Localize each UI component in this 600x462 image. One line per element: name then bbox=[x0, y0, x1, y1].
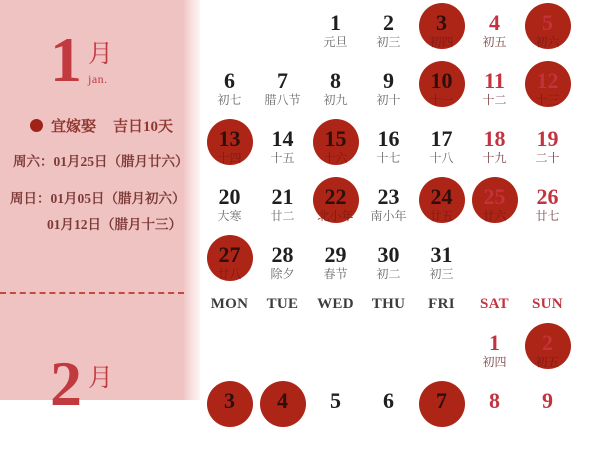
auspicious-legend bbox=[30, 115, 173, 136]
day-number: 2 bbox=[383, 10, 394, 35]
day-number: 31 bbox=[430, 242, 453, 267]
day-cell-jan-30 bbox=[362, 234, 415, 292]
month-number-february: 2 bbox=[50, 348, 82, 419]
lunar-label: 十七 bbox=[376, 151, 401, 165]
day-number: 20 bbox=[218, 184, 241, 209]
lunar-label: 南小年 bbox=[370, 209, 407, 223]
month-number-january: 1 bbox=[50, 24, 82, 95]
day-number: 25 bbox=[483, 184, 506, 209]
day-number: 4 bbox=[277, 388, 288, 413]
day-number: 16 bbox=[377, 126, 400, 151]
lunar-label: 初九 bbox=[323, 93, 348, 107]
day-cell-jan-29 bbox=[309, 234, 362, 292]
day-cell-feb-3 bbox=[203, 380, 256, 438]
day-number: 24 bbox=[430, 184, 453, 209]
month-header-january bbox=[50, 24, 114, 95]
day-cell-jan-4 bbox=[468, 2, 521, 60]
day-number: 15 bbox=[324, 126, 347, 151]
day-number: 11 bbox=[484, 68, 505, 93]
month-cn-label: 月 bbox=[88, 41, 114, 68]
month-label-column bbox=[88, 352, 113, 416]
day-number: 22 bbox=[324, 184, 347, 209]
day-cell-jan-15 bbox=[309, 118, 362, 176]
sunday-auspicious-line-1: 周日：01月05日（腊月初六） bbox=[10, 191, 186, 206]
lunar-label: 大寒 bbox=[217, 209, 242, 223]
day-cell-jan-6 bbox=[203, 60, 256, 118]
day-cell-jan-13 bbox=[203, 118, 256, 176]
lunar-label: 初十 bbox=[376, 93, 401, 107]
day-cell-jan-23 bbox=[362, 176, 415, 234]
day-number: 30 bbox=[377, 242, 400, 267]
lunar-label: 二十 bbox=[535, 151, 560, 165]
day-number: 7 bbox=[277, 68, 288, 93]
weekday-wed: WED bbox=[317, 296, 354, 312]
day-number: 23 bbox=[377, 184, 400, 209]
day-cell-jan-21 bbox=[256, 176, 309, 234]
day-number: 7 bbox=[436, 388, 447, 413]
month-en-label: jan. bbox=[88, 72, 108, 86]
sidebar bbox=[0, 0, 200, 419]
weekday-thu: THU bbox=[371, 296, 406, 312]
lunar-label: 北小年 bbox=[317, 209, 354, 223]
day-number: 8 bbox=[330, 68, 341, 93]
month-header-february bbox=[50, 348, 114, 419]
day-cell-jan-20 bbox=[203, 176, 256, 234]
lunar-label: 十五 bbox=[270, 151, 295, 165]
lunar-label: 十八 bbox=[429, 151, 454, 165]
lunar-label: 初四 bbox=[429, 35, 454, 49]
day-cell-jan-8 bbox=[309, 60, 362, 118]
lunar-label: 十一 bbox=[429, 93, 454, 107]
weekday-header bbox=[203, 292, 574, 318]
day-number: 6 bbox=[383, 388, 394, 413]
day-number: 14 bbox=[271, 126, 294, 151]
month-divider-dashed-line bbox=[0, 292, 184, 294]
lunar-label: 十四 bbox=[217, 151, 242, 165]
day-cell-feb-7 bbox=[415, 380, 468, 438]
day-cell-jan-9 bbox=[362, 60, 415, 118]
legend-count: 吉日10天 bbox=[113, 119, 174, 135]
day-number: 4 bbox=[489, 10, 500, 35]
day-cell-jan-1 bbox=[309, 2, 362, 60]
lunar-label: 元旦 bbox=[323, 35, 348, 49]
day-number: 2 bbox=[542, 330, 553, 355]
weekday-mon: MON bbox=[210, 296, 249, 312]
lunar-label: 初五 bbox=[535, 355, 560, 369]
day-cell-jan-16 bbox=[362, 118, 415, 176]
day-number: 6 bbox=[224, 68, 235, 93]
day-number: 18 bbox=[483, 126, 506, 151]
day-number: 10 bbox=[430, 68, 453, 93]
day-cell-jan-5 bbox=[521, 2, 574, 60]
day-cell-feb-4 bbox=[256, 380, 309, 438]
lunar-label: 初二 bbox=[376, 267, 401, 281]
lunar-label: 初五 bbox=[482, 35, 507, 49]
day-cell-jan-2 bbox=[362, 2, 415, 60]
saturday-auspicious-line: 周六：01月25日（腊月廿六） bbox=[13, 154, 189, 169]
day-cell-feb-1 bbox=[468, 322, 521, 380]
day-number: 27 bbox=[218, 242, 241, 267]
lunar-label: 十三 bbox=[535, 93, 560, 107]
day-number: 9 bbox=[383, 68, 394, 93]
lunar-label: 廿六 bbox=[482, 209, 507, 223]
day-cell-feb-2 bbox=[521, 322, 574, 380]
legend-title: 宜嫁娶 bbox=[51, 119, 97, 135]
day-cell-jan-31 bbox=[415, 234, 468, 292]
day-number: 9 bbox=[542, 388, 553, 413]
day-number: 21 bbox=[271, 184, 294, 209]
lunar-label: 除夕 bbox=[270, 267, 295, 281]
lunar-label: 初三 bbox=[429, 267, 454, 281]
day-cell-jan-18 bbox=[468, 118, 521, 176]
weekday-tue: TUE bbox=[266, 296, 299, 312]
day-number: 1 bbox=[330, 10, 341, 35]
day-cell-feb-6 bbox=[362, 380, 415, 438]
day-number: 29 bbox=[324, 242, 347, 267]
day-number: 8 bbox=[489, 388, 500, 413]
day-number: 26 bbox=[536, 184, 559, 209]
january-grid bbox=[203, 2, 574, 292]
day-cell-jan-11 bbox=[468, 60, 521, 118]
day-number: 19 bbox=[536, 126, 559, 151]
weekday-sat: SAT bbox=[480, 296, 509, 312]
day-cell-jan-19 bbox=[521, 118, 574, 176]
lunar-label: 廿二 bbox=[270, 209, 295, 223]
lunar-label: 春节 bbox=[323, 267, 348, 281]
day-cell-jan-26 bbox=[521, 176, 574, 234]
weekday-sun: SUN bbox=[532, 296, 563, 312]
sunday-auspicious-line-2: 01月12日（腊月十三） bbox=[47, 217, 182, 232]
day-cell-jan-22 bbox=[309, 176, 362, 234]
day-cell-jan-10 bbox=[415, 60, 468, 118]
day-cell-jan-17 bbox=[415, 118, 468, 176]
day-number: 17 bbox=[430, 126, 453, 151]
lunar-label: 廿八 bbox=[217, 267, 242, 281]
lunar-label: 廿七 bbox=[535, 209, 560, 223]
lunar-label: 初三 bbox=[376, 35, 401, 49]
february-grid bbox=[203, 322, 574, 462]
lunar-label: 初七 bbox=[217, 93, 242, 107]
lunar-label: 腊八节 bbox=[264, 93, 301, 107]
month-cn-label: 月 bbox=[88, 365, 114, 392]
day-number: 1 bbox=[489, 330, 500, 355]
day-number: 28 bbox=[271, 242, 294, 267]
day-number: 5 bbox=[330, 388, 341, 413]
day-number: 12 bbox=[536, 68, 559, 93]
day-cell-jan-14 bbox=[256, 118, 309, 176]
lunar-label: 初四 bbox=[482, 355, 507, 369]
lunar-label: 十六 bbox=[323, 151, 348, 165]
day-number: 3 bbox=[436, 10, 447, 35]
day-number: 5 bbox=[542, 10, 553, 35]
month-label-column bbox=[88, 28, 113, 92]
lunar-label: 十九 bbox=[482, 151, 507, 165]
lunar-label: 廿五 bbox=[429, 209, 454, 223]
day-cell-jan-25 bbox=[468, 176, 521, 234]
day-number: 13 bbox=[218, 126, 241, 151]
day-cell-jan-7 bbox=[256, 60, 309, 118]
day-cell-feb-8 bbox=[468, 380, 521, 438]
day-cell-feb-9 bbox=[521, 380, 574, 438]
day-cell-jan-27 bbox=[203, 234, 256, 292]
day-cell-jan-28 bbox=[256, 234, 309, 292]
weekday-fri: FRI bbox=[428, 296, 455, 312]
day-number: 3 bbox=[224, 388, 235, 413]
legend-dot-icon bbox=[30, 119, 43, 132]
day-cell-jan-24 bbox=[415, 176, 468, 234]
lunar-label: 初六 bbox=[535, 35, 560, 49]
day-cell-jan-3 bbox=[415, 2, 468, 60]
lunar-label: 十二 bbox=[482, 93, 507, 107]
day-cell-feb-5 bbox=[309, 380, 362, 438]
day-cell-jan-12 bbox=[521, 60, 574, 118]
